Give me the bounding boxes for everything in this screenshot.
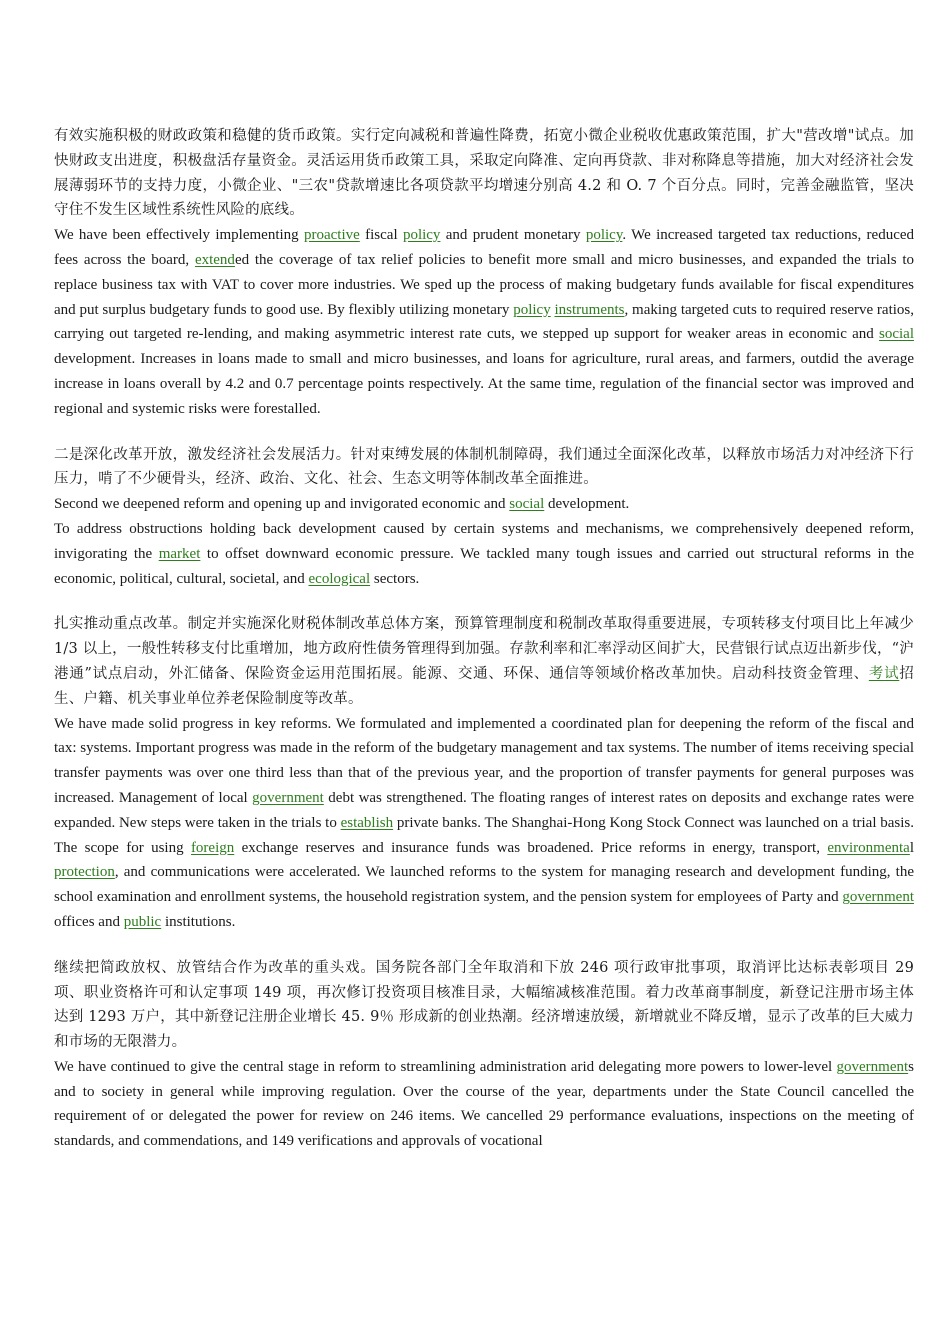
paragraph-text: Second we deepened reform and opening up and invigorated economic and	[54, 496, 510, 513]
paragraph-text: private banks. The Shanghai-Hong Kong Stock Connect was launched on a trial basis. The scope for using	[54, 814, 914, 856]
paragraph-text: exchange reserves and insurance funds was broadened. Price reforms in energy, transport,	[234, 839, 828, 856]
vocabulary-link[interactable]: instruments	[554, 301, 625, 318]
english-paragraph	[54, 1055, 914, 1154]
paragraph-spacer	[54, 591, 914, 612]
vocabulary-link[interactable]: government	[836, 1058, 909, 1075]
vocabulary-link[interactable]: proactive	[304, 227, 360, 244]
chinese-paragraph	[54, 443, 914, 493]
paragraph-text: , making targeted cuts to required reserve ratios, carrying out targeted re-lending, and making asymmetric interest rate cuts, we stepped up support for weaker areas in economic and	[54, 301, 914, 343]
vocabulary-link[interactable]: ecological	[308, 570, 371, 587]
english-paragraph	[54, 492, 914, 517]
paragraph-text: , and communications were accelerated. We launched reforms to the system for managing research and development funding, the school examination and enrollment systems, the household registration system, and the pension system for employees of Party and	[54, 864, 914, 906]
paragraph-text: l	[909, 839, 914, 856]
paragraph-text: We have made solid progress in key reforms. We formulated and implemented a coordinated plan for deepening the reform of the fiscal and tax: systems. Important progress was made in the reform of the budgetary management and tax systems. The number of items receiving special transfer payments was over one third less than that of the previous year, and the proportion of transfer payments for general purposes was increased. Management of local	[54, 715, 914, 806]
english-paragraph	[54, 712, 914, 935]
paragraph-text: offices and	[54, 913, 124, 930]
paragraph-text: To address obstructions holding back development caused by certain systems and mechanisms, we comprehensively deepened reform, invigorating the	[54, 520, 914, 562]
paragraph-text: 继续把简政放权、放管结合作为改革的重头戏。国务院各部门全年取消和下放 246 项行政审批事项，取消评比达标表彰项目 29 项、职业资格许可和认定事项 149 项，再次修订投资项目核准目录，大幅缩减核准范围。着力改革商事制度，新登记注册市场主体达到 1293 万户，其中新登记注册企业增长 45. 9％ 形成新的创业热潮。经济增速放缓，新增就业不降反增，显示了改革的巨大威力和市场的无限潜力。	[54, 959, 914, 1051]
english-paragraph	[54, 223, 914, 421]
vocabulary-link[interactable]: government	[842, 889, 914, 906]
vocabulary-link[interactable]: extend	[194, 251, 235, 268]
english-paragraph	[54, 517, 914, 591]
paragraph-spacer	[54, 422, 914, 443]
vocabulary-link[interactable]: policy	[585, 227, 623, 244]
vocabulary-link[interactable]: establish	[340, 814, 394, 831]
paragraph-text: institutions.	[161, 913, 236, 930]
vocabulary-link[interactable]: social	[509, 496, 545, 513]
vocabulary-link[interactable]: environmenta	[827, 839, 910, 856]
paragraph-text: 扎实推动重点改革。制定并实施深化财税体制改革总体方案，预算管理制度和税制改革取得重要进展，专项转移支付项目比上年减少 1/3 以上，一般性转移支付比重增加，地方政府性债务管理得到加强。存款利率和汇率浮动区间扩大，民营银行试点迈出新步伐，“沪港通”试点启动，外汇储备、保险资金运用范围拓展。能源、交通、环保、通信等领域价格改革加快。启动科技资金管理、	[54, 616, 914, 682]
paragraph-text: 有效实施积极的财政政策和稳健的货币政策。实行定向减税和普遍性降费，拓宽小微企业税收优惠政策范围，扩大"营改增"试点。加快财政支出进度，积极盘活存量资金。灵活运用货币政策工具，采取定向降准、定向再贷款、非对称降息等措施，加大对经济社会发展薄弱环节的支持力度，小微企业、"三农"贷款增速比各项贷款平均增速分别高 4.2 和 O. 7 个百分点。同时，完善金融监管，坚决守住不发生区域性系统性风险的底线。	[54, 128, 914, 219]
vocabulary-link[interactable]: market	[158, 545, 201, 562]
paragraph-spacer	[54, 935, 914, 956]
paragraph-text: and prudent monetary	[440, 227, 586, 244]
paragraph-text: 二是深化改革开放，激发经济社会发展活力。针对束缚发展的体制机制障碍，我们通过全面深化改革，以释放市场活力对冲经济下行压力，啃了不少硬骨头，经济、政治、文化、社会、生态文明等体制改革全面推进。	[54, 446, 914, 488]
vocabulary-link[interactable]: government	[252, 789, 324, 806]
chinese-paragraph	[54, 956, 914, 1055]
vocabulary-link[interactable]: foreign	[190, 839, 235, 856]
chinese-paragraph	[54, 612, 914, 711]
paragraph-text: sectors.	[370, 570, 420, 587]
paragraph-text: ed the coverage of tax relief policies to benefit more small and micro businesses, and expanded the trials to replace business tax with VAT to cover more industries. We sped up the process of making budgetary funds available for fiscal expenditures and put surplus budgetary funds to good use. By flexibly utilizing monetary	[54, 251, 914, 318]
paragraph-text: fiscal	[359, 227, 403, 244]
paragraph-text: We have been effectively implementing	[54, 227, 304, 244]
paragraph-text: s and to society in general while improving regulation. Over the course of the year, departments under the State Council cancelled the requirement of or delegated the power for review on 246 items. We cancelled 29 performance evaluations, inspections on the meeting of standards, and commendations, and 149 verifications and approvals of vocational	[54, 1058, 914, 1150]
paragraph-text: debt was strengthened. The floating ranges of interest rates on deposits and exchange rates were expanded. New steps were taken in the trials to	[54, 789, 914, 831]
vocabulary-link[interactable]: policy	[402, 227, 441, 244]
chinese-paragraph	[54, 124, 914, 223]
vocabulary-link[interactable]: public	[123, 913, 162, 930]
paragraph-text: to offset downward economic pressure. We tackled many tough issues and carried out structural reforms in the economic, political, cultural, societal, and	[54, 545, 914, 587]
paragraph-text: development. Increases in loans made to small and micro businesses, and loans for agriculture, rural areas, and farmers, outdid the average increase in loans overall by 4.2 and 0.7 percentage points respectively. At the same time, regulation of the financial sector was improved and regional and systemic risks were forestalled.	[54, 351, 914, 417]
paragraph-text: We have continued to give the central stage in reform to streamlining administration arid delegating more powers to lower-level	[54, 1058, 837, 1075]
vocabulary-link[interactable]: protection	[54, 864, 115, 881]
vocabulary-link[interactable]: social	[879, 326, 914, 343]
vocabulary-link[interactable]: policy	[513, 301, 551, 318]
paragraph-text: development.	[544, 496, 630, 513]
paragraph-text: . We increased targeted tax reductions, reduced fees across the board,	[54, 227, 915, 268]
vocabulary-link[interactable]: 考试	[868, 665, 900, 682]
paragraph-text: 招生、户籍、机关事业单位养老保险制度等改革。	[54, 665, 914, 707]
document-body	[54, 124, 914, 1154]
